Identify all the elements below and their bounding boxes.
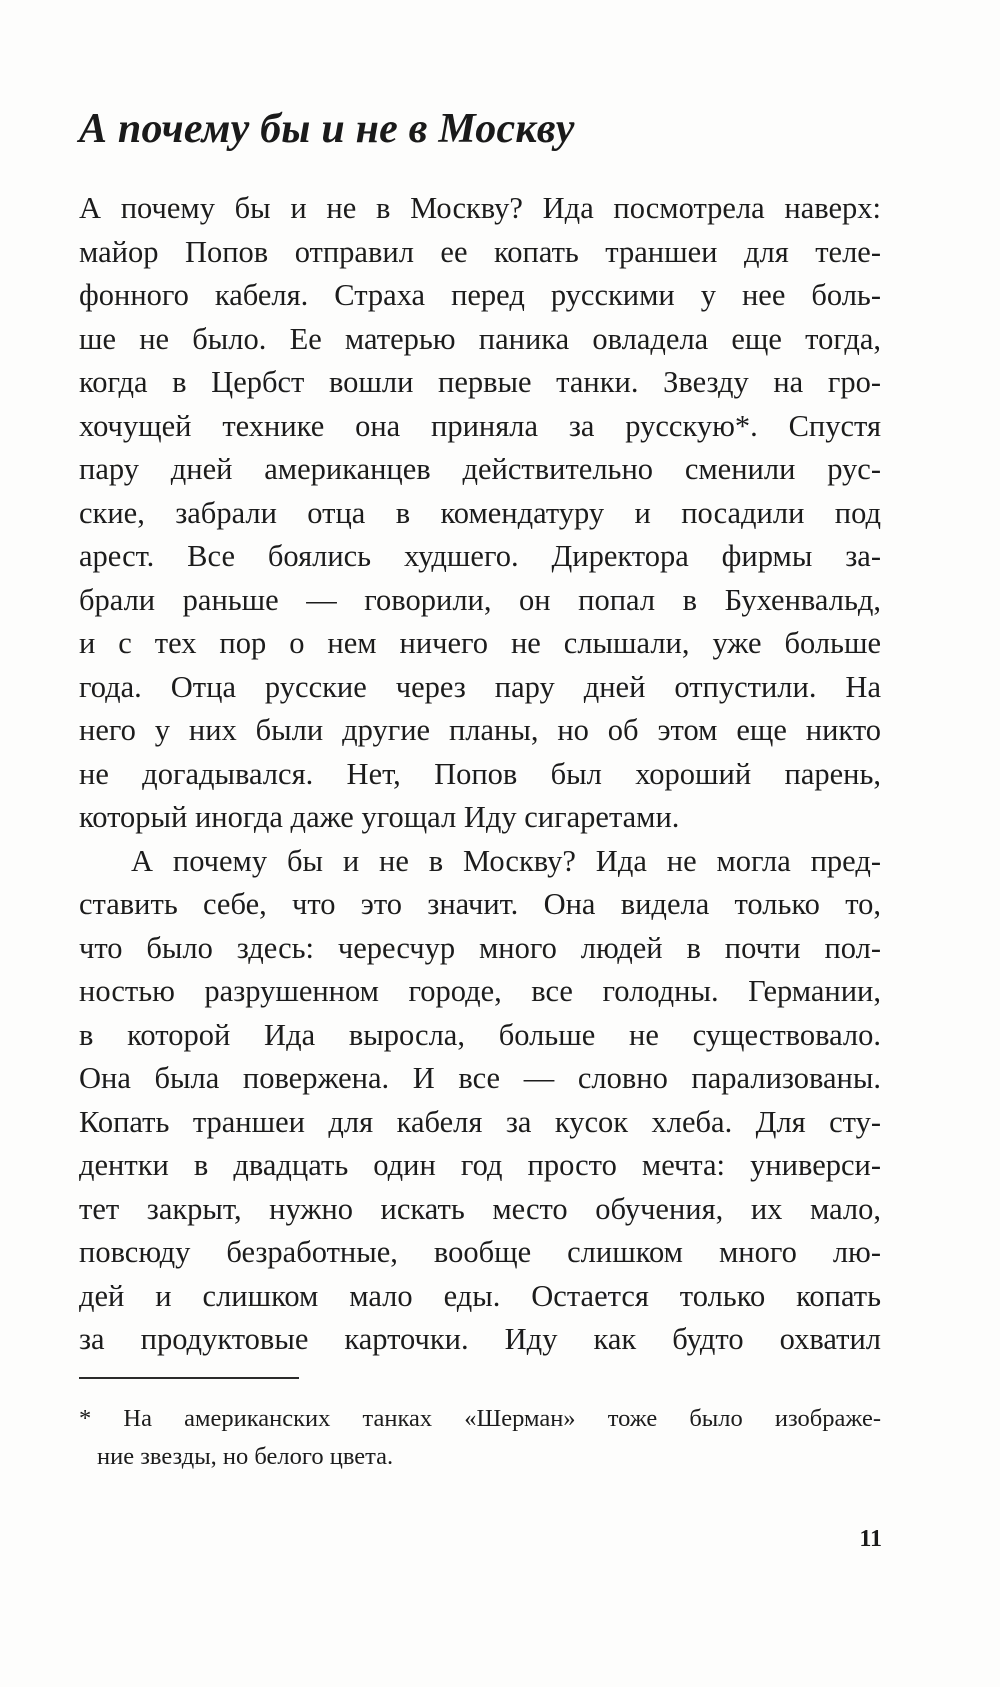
footnote-divider [79, 1377, 299, 1379]
text-line: и с тех пор о нем ничего не слышали, уже больше [79, 626, 881, 660]
text-line: хочущей технике она приняла за русскую*. Спустя [79, 408, 881, 443]
text-line: арест. Все боялись худшего. Директора фирмы за- [79, 539, 881, 573]
text-line: А почему бы и не в Москву? Ида посмотрела наверх: [79, 191, 881, 225]
page-number: 11 [859, 1526, 882, 1552]
text-line: ские, забрали отца в комендатуру и посадили под [79, 495, 881, 530]
text-line: фонного кабеля. Страха перед русскими у нее боль- [79, 278, 881, 312]
text-line: него у них были другие планы, но об этом еще никто [79, 713, 881, 747]
text-line: ностью разрушенном городе, все голодны. Германии, [79, 974, 881, 1008]
text-line: тет закрыт, нужно искать место обучения, их мало, [79, 1191, 881, 1226]
text-line: Копать траншеи для кабеля за кусок хлеба. Для сту- [79, 1104, 881, 1139]
footnote [79, 1400, 881, 1476]
text-line: что было здесь: чересчур много людей в почти пол- [79, 930, 881, 965]
text-line: когда в Цербст вошли первые танки. Звезду на гро- [79, 365, 881, 399]
text-line: Она была повержена. И все — словно парализованы. [79, 1061, 881, 1095]
text-line: который иногда даже угощал Иду сигаретами. [79, 800, 680, 834]
text-line: ше не было. Ее матерью паника овладела еще тогда, [79, 321, 881, 356]
text-line: в которой Ида выросла, больше не существовало. [79, 1017, 881, 1052]
text-line: года. Отца русские через пару дней отпустили. На [79, 669, 881, 704]
footnote-line: ние звезды, но белого цвета. [97, 1443, 394, 1470]
text-line: дей и слишком мало еды. Остается только копать [79, 1278, 881, 1313]
body-text [79, 187, 881, 1362]
text-line: повсюду безработные, вообще слишком много лю- [79, 1235, 881, 1269]
text-line: за продуктовые карточки. Иду как будто охватил [79, 1322, 881, 1356]
text-line: майор Попов отправил ее копать траншеи для теле- [79, 234, 881, 269]
chapter-title: А почему бы и не в Москву [79, 106, 575, 152]
text-line: А почему бы и не в Москву? Ида не могла пред- [131, 843, 881, 878]
text-line: не догадывался. Нет, Попов был хороший парень, [79, 756, 881, 791]
text-line: брали раньше — говорили, он попал в Бухенвальд, [79, 582, 881, 617]
text-line: пару дней американцев действительно сменили рус- [79, 452, 881, 486]
text-line: ставить себе, что это значит. Она видела только то, [79, 887, 881, 921]
text-line: дентки в двадцать один год просто мечта: универси- [79, 1148, 881, 1182]
footnote-line: * На американских танках «Шерман» тоже было изображе- [79, 1405, 881, 1432]
